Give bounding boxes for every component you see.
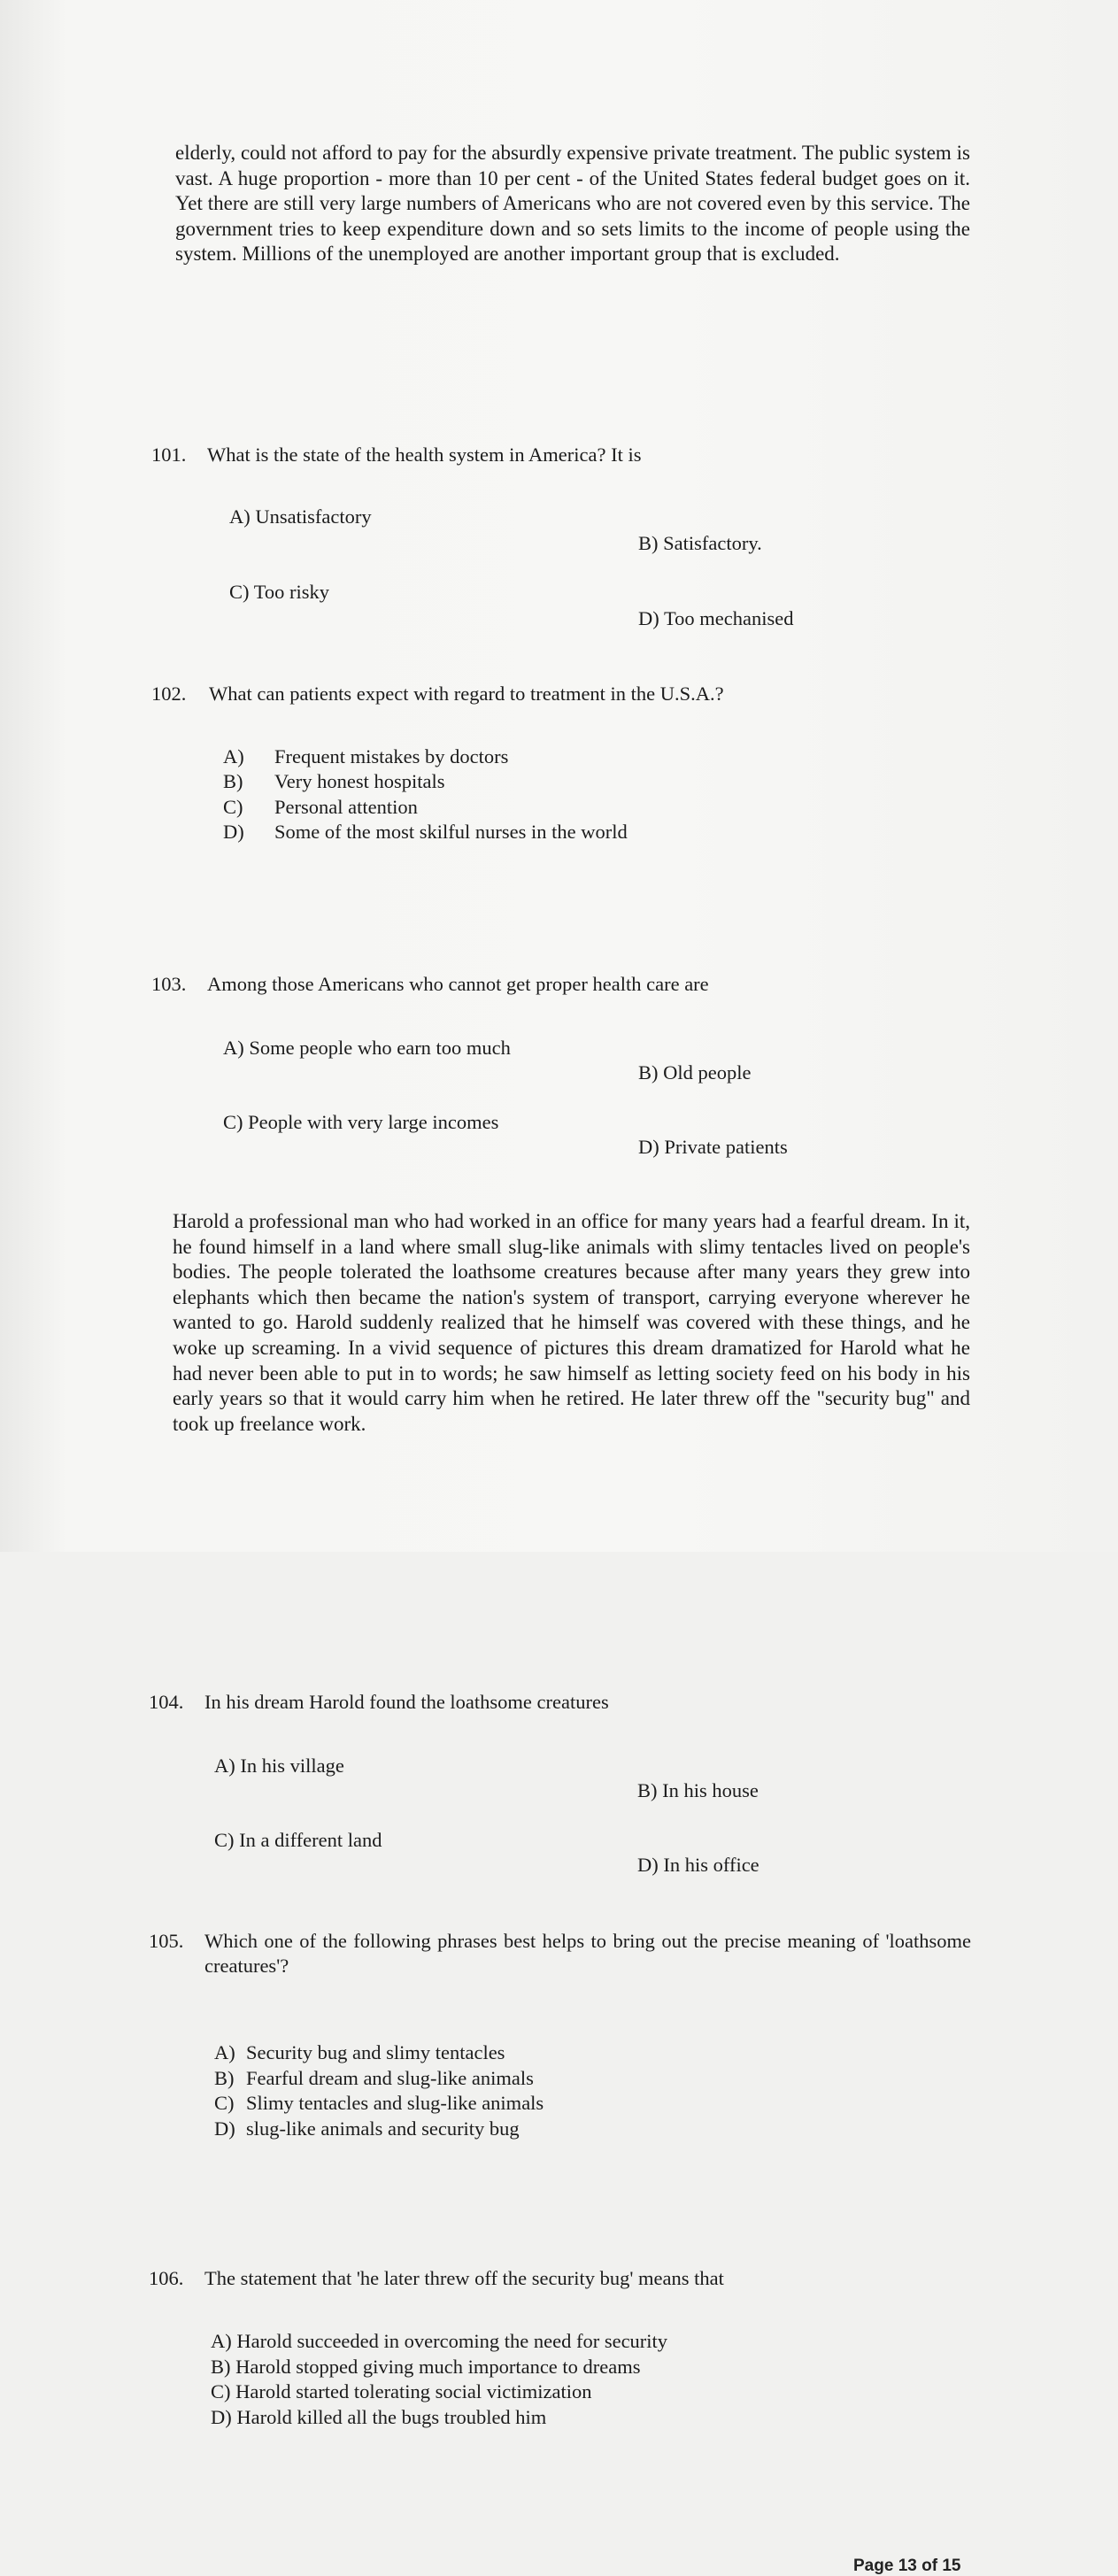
question-102	[151, 682, 1118, 706]
option-label: D)	[223, 821, 244, 844]
question-106-text: The statement that 'he later threw off the security bug' means that	[204, 2267, 724, 2290]
question-102-text: What can patients expect with regard to treatment in the U.S.A.?	[209, 682, 724, 705]
option-102-b[interactable]	[223, 769, 1118, 795]
option-text: Security bug and slimy tentacles	[246, 2041, 505, 2064]
option-102-a[interactable]	[223, 744, 1118, 770]
option-text: Slimy tentacles and slug-like animals	[246, 2092, 544, 2115]
option-text: Frequent mistakes by doctors	[274, 744, 509, 767]
question-103-number: 103.	[151, 972, 187, 995]
option-106-d[interactable]: D) Harold killed all the bugs troubled him	[211, 2405, 547, 2428]
option-103-d[interactable]: D) Private patients	[638, 1135, 788, 1158]
option-104-d[interactable]: D) In his office	[637, 1854, 759, 1877]
option-105-c[interactable]	[214, 2091, 1118, 2117]
option-105-d[interactable]	[214, 2117, 1118, 2142]
option-label: A)	[214, 2041, 235, 2064]
option-text: Very honest hospitals	[274, 770, 445, 793]
question-102-number: 102.	[151, 682, 187, 705]
option-label: C)	[223, 795, 243, 818]
option-102-c[interactable]	[223, 795, 1118, 821]
option-103-b[interactable]: B) Old people	[638, 1060, 752, 1084]
option-104-c[interactable]: C) In a different land	[214, 1829, 382, 1852]
option-label: B)	[223, 770, 243, 793]
option-102-d[interactable]	[223, 820, 1118, 845]
options-106	[211, 2329, 1118, 2430]
option-label: B)	[214, 2066, 235, 2089]
option-label: A)	[223, 744, 244, 767]
option-106-b[interactable]: B) Harold stopped giving much importance to dreams	[211, 2355, 641, 2378]
option-104-a[interactable]: A) In his village	[214, 1755, 344, 1778]
question-101-number: 101.	[151, 443, 187, 466]
option-text: Fearful dream and slug-like animals	[246, 2066, 534, 2089]
reading-passage-harold	[173, 1209, 970, 1437]
question-105-text: Which one of the following phrases best helps to bring out the precise meaning of 'loathsome creatures'?	[204, 1930, 971, 1978]
option-103-a[interactable]: A) Some people who earn too much	[223, 1036, 511, 1059]
option-105-a[interactable]	[214, 2040, 1118, 2066]
option-label: D)	[214, 2117, 235, 2140]
option-101-b[interactable]: B) Satisfactory.	[638, 531, 762, 554]
option-text: Personal attention	[274, 795, 418, 818]
question-101-text: What is the state of the health system in America? It is	[207, 443, 642, 466]
option-101-a[interactable]: A) Unsatisfactory	[229, 505, 372, 528]
question-105	[149, 1929, 971, 1978]
question-104-number: 104.	[149, 1691, 184, 1714]
question-101	[151, 443, 1118, 467]
option-106-a[interactable]: A) Harold succeeded in overcoming the need for security	[211, 2330, 668, 2353]
question-103	[151, 972, 1118, 997]
option-106-c[interactable]: C) Harold started tolerating social victimization	[211, 2380, 592, 2403]
options-105	[214, 2040, 1118, 2141]
option-103-c[interactable]: C) People with very large incomes	[223, 1110, 499, 1133]
reading-passage-health	[175, 141, 970, 267]
page-number: Page 13 of 15	[853, 2557, 961, 2576]
option-label: C)	[214, 2092, 235, 2115]
option-101-c[interactable]: C) Too risky	[229, 580, 330, 603]
option-text: slug-like animals and security bug	[246, 2117, 520, 2140]
option-104-b[interactable]: B) In his house	[637, 1779, 759, 1802]
passage-harold-text: Harold a professional man who had worked in an office for many years had a fearful dream. In it, he found himself in a land where small slug-like animals with slimy tentacles lived on people's bodies. The people tolerated the loathsome creatures because after many years they grew into elephants which then became the nation's system of transport, carrying everyone wherever he wanted to go. Harold suddenly realized that he himself was covered with these things, and he woke up screaming. In a vivid sequence of pictures this dream dramatized for Harold what he had never been able to put in to words; he saw himself as letting society feed on his body in his early years so that it would carry him when he retired. He later threw off the "security bug" and took up freelance work.	[173, 1209, 970, 1435]
question-103-text: Among those Americans who cannot get proper health care are	[207, 972, 709, 995]
option-101-d[interactable]: D) Too mechanised	[638, 606, 794, 629]
option-105-b[interactable]	[214, 2066, 1118, 2092]
question-105-number: 105.	[149, 1930, 184, 1953]
options-102	[223, 744, 1118, 845]
question-104-text: In his dream Harold found the loathsome creatures	[204, 1691, 609, 1714]
question-106-number: 106.	[149, 2267, 184, 2290]
question-104	[149, 1690, 1118, 1715]
question-106	[149, 2266, 1118, 2291]
passage-health-text: elderly, could not afford to pay for the absurdly expensive private treatment. The public system is vast. A huge proportion - more than 10 per cent - of the United States federal budget goes on it. Yet there are still very large numbers of Americans who are not covered even by this service. The government tries to keep expenditure down and so sets limits to the income of people using the system. Millions of the unemployed are another important group that is excluded.	[175, 142, 970, 266]
option-text: Some of the most skilful nurses in the world	[274, 821, 628, 844]
